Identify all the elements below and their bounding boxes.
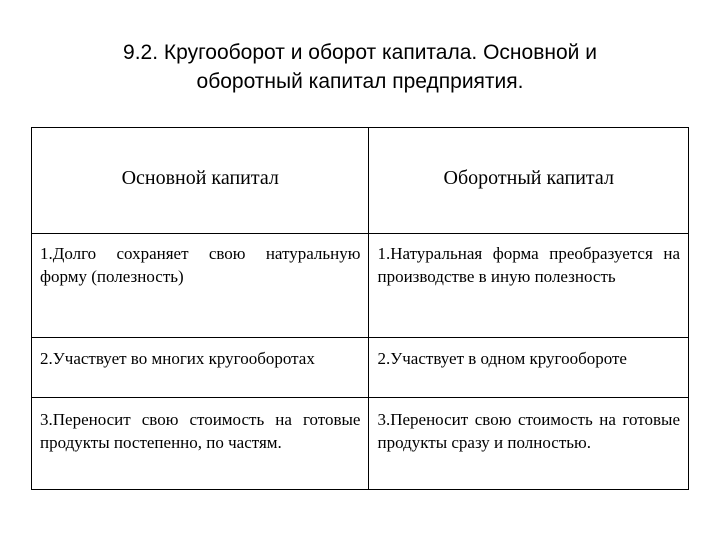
table-cell: 1.Долго сохраняет свою натуральную форму (полезность) bbox=[32, 234, 369, 338]
slide-title bbox=[40, 38, 680, 96]
table-cell: 2.Участвует во многих кругооборотах bbox=[32, 338, 369, 398]
table-row bbox=[32, 234, 689, 338]
header-fixed-capital: Основной капитал bbox=[32, 128, 369, 234]
comparison-table bbox=[31, 127, 689, 490]
table-cell: 3.Переносит свою стоимость на готовые продукты сразу и полностью. bbox=[369, 398, 689, 490]
header-working-capital: Оборотный капитал bbox=[369, 128, 689, 234]
table-cell: 1.Натуральная форма преобразуется на производстве в иную полезность bbox=[369, 234, 689, 338]
slide-title-line-2: оборотный капитал предприятия. bbox=[196, 70, 524, 93]
slide-title-line-1: 9.2. Кругооборот и оборот капитала. Основной и bbox=[123, 41, 597, 64]
table-header-row bbox=[32, 128, 689, 234]
table-cell: 3.Переносит свою стоимость на готовые продукты постепенно, по частям. bbox=[32, 398, 369, 490]
table-row bbox=[32, 398, 689, 490]
table-row bbox=[32, 338, 689, 398]
table-cell: 2.Участвует в одном кругообороте bbox=[369, 338, 689, 398]
